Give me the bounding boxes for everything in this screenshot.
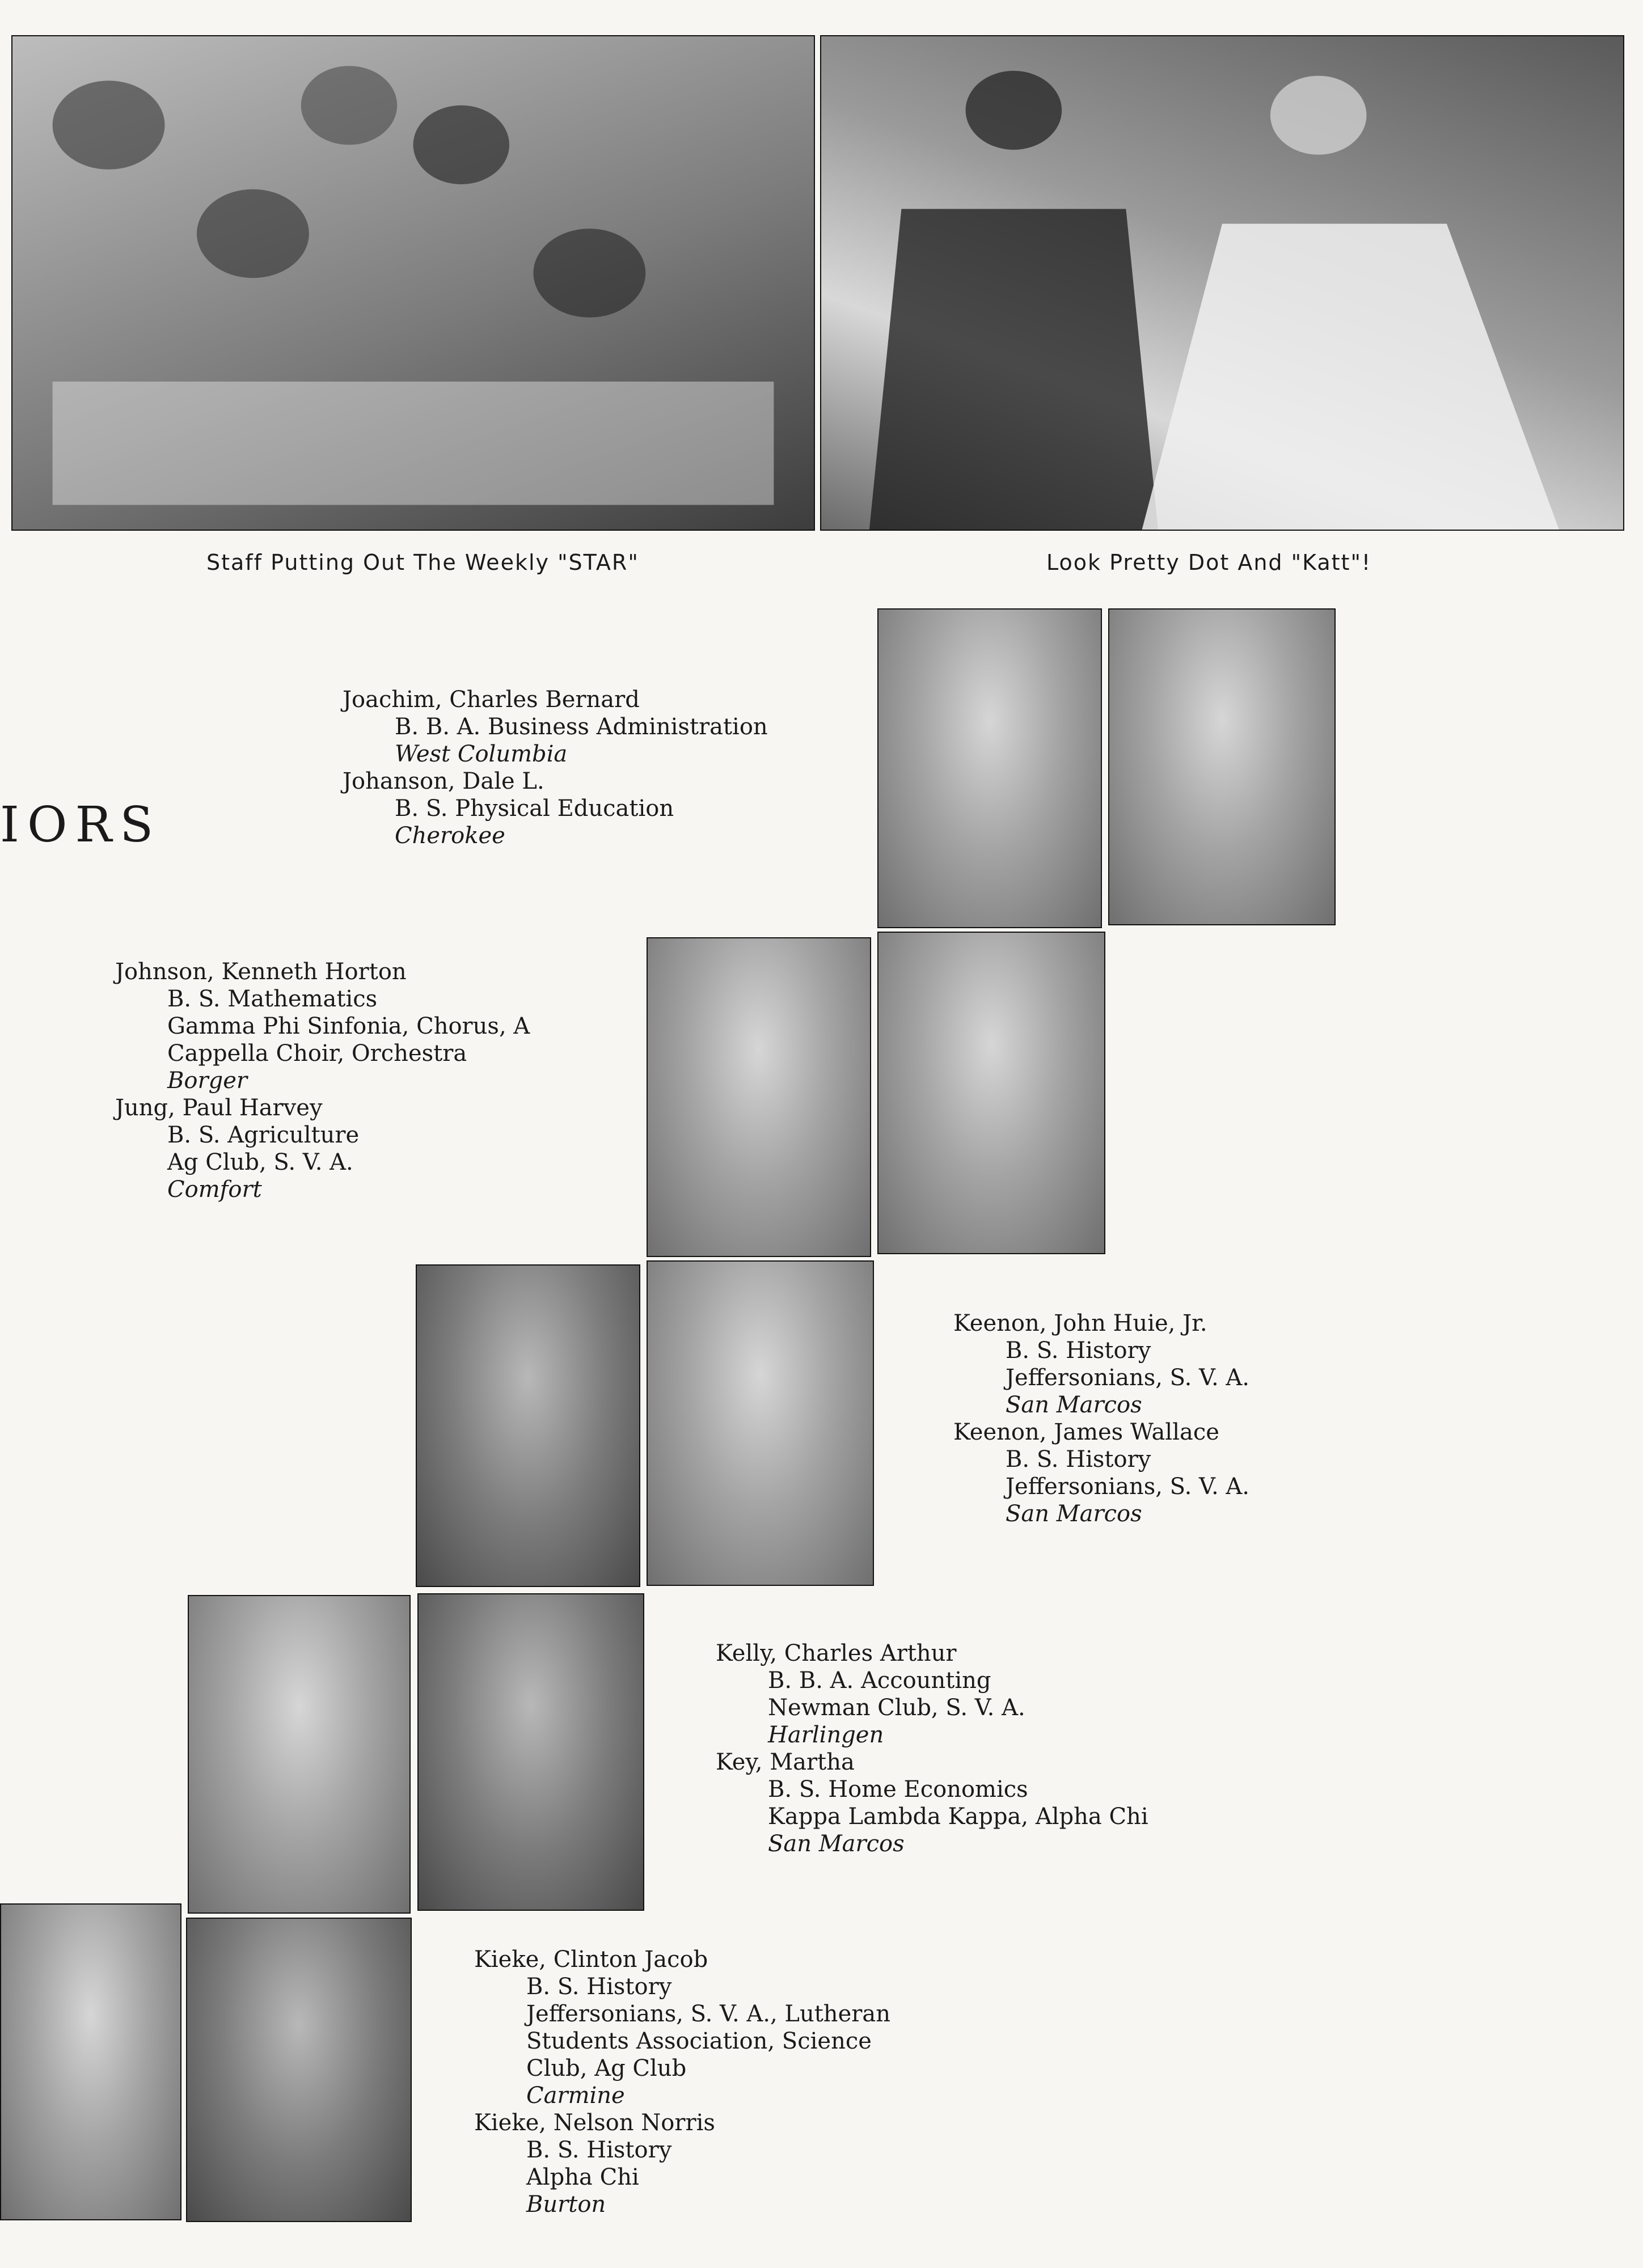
entry-name: Keenon, James Wallace: [953, 1419, 1219, 1445]
entry-line: B. S. Physical Education: [395, 796, 674, 822]
entry-line: Alpha Chi: [526, 2164, 639, 2190]
entry-name: Kelly, Charles Arthur: [716, 1640, 957, 1666]
entry-hometown: San Marcos: [768, 1831, 905, 1857]
entry-line: Gamma Phi Sinfonia, Chorus, A: [167, 1013, 530, 1039]
entry-line: Club, Ag Club: [526, 2055, 687, 2081]
entry-line: Students Association, Science: [526, 2028, 872, 2054]
entry-line: B. S. History: [1006, 1446, 1151, 1472]
portrait-kieke-nelson: [186, 1918, 412, 2222]
entry-line: B. S. Agriculture: [167, 1122, 360, 1148]
entry-line: B. S. History: [526, 1974, 672, 2000]
entry-hometown: Cherokee: [395, 823, 505, 849]
entry-name: Jung, Paul Harvey: [115, 1095, 323, 1121]
entry-name: Key, Martha: [716, 1749, 855, 1775]
staff-photo-caption: Staff Putting Out The Weekly "STAR": [206, 550, 639, 575]
entry-line: Jeffersonians, S. V. A., Lutheran: [526, 2001, 890, 2027]
staff-photo: [11, 35, 815, 531]
entry-line: Jeffersonians, S. V. A.: [1006, 1365, 1249, 1391]
section-heading: IORS: [0, 797, 162, 853]
dresses-photo: [820, 35, 1624, 531]
entry-hometown: San Marcos: [1006, 1501, 1142, 1527]
portrait-key: [417, 1593, 644, 1911]
entries-group-4: [716, 1640, 1148, 1857]
portrait-kieke-clinton: [0, 1903, 181, 2220]
entry-name: Kieke, Clinton Jacob: [474, 1947, 708, 1973]
portrait-keenon-james: [647, 1260, 874, 1586]
entry-line: Ag Club, S. V. A.: [167, 1149, 353, 1175]
entries-group-2: [115, 958, 530, 1203]
entry-line: B. S. Home Economics: [768, 1776, 1028, 1802]
entry-line: B. S. Mathematics: [167, 986, 378, 1012]
entry-hometown: West Columbia: [395, 741, 568, 767]
entry-hometown: Borger: [167, 1068, 247, 1094]
portrait-johanson: [1108, 608, 1336, 925]
entry-line: Kappa Lambda Kappa, Alpha Chi: [768, 1804, 1148, 1830]
entry-line: Cappella Choir, Orchestra: [167, 1040, 467, 1067]
entry-hometown: Carmine: [526, 2083, 625, 2109]
entry-name: Keenon, John Huie, Jr.: [953, 1310, 1207, 1336]
entries-group-5: [474, 1946, 890, 2218]
entry-hometown: Comfort: [167, 1177, 262, 1203]
entry-name: Kieke, Nelson Norris: [474, 2110, 715, 2136]
portrait-joachim: [877, 608, 1102, 928]
entry-line: Newman Club, S. V. A.: [768, 1695, 1025, 1721]
entry-hometown: Burton: [526, 2191, 606, 2218]
entry-hometown: Harlingen: [768, 1722, 884, 1748]
entry-name: Joachim, Charles Bernard: [343, 687, 640, 713]
entry-hometown: San Marcos: [1006, 1392, 1142, 1418]
portrait-jung: [877, 932, 1105, 1254]
entries-group-3: [953, 1310, 1249, 1527]
dresses-photo-caption: Look Pretty Dot And "Katt"!: [1046, 550, 1372, 575]
entry-line: Jeffersonians, S. V. A.: [1006, 1474, 1249, 1500]
entry-name: Johanson, Dale L.: [343, 768, 544, 794]
portrait-keenon-john: [416, 1264, 640, 1587]
portrait-johnson: [647, 937, 871, 1257]
entry-line: B. B. A. Business Administration: [395, 714, 768, 740]
entry-line: B. S. History: [526, 2137, 672, 2163]
entries-group-1: [343, 686, 768, 849]
entry-line: B. S. History: [1006, 1338, 1151, 1364]
portrait-kelly: [188, 1595, 411, 1914]
entry-name: Johnson, Kenneth Horton: [115, 959, 407, 985]
entry-line: B. B. A. Accounting: [768, 1668, 991, 1694]
